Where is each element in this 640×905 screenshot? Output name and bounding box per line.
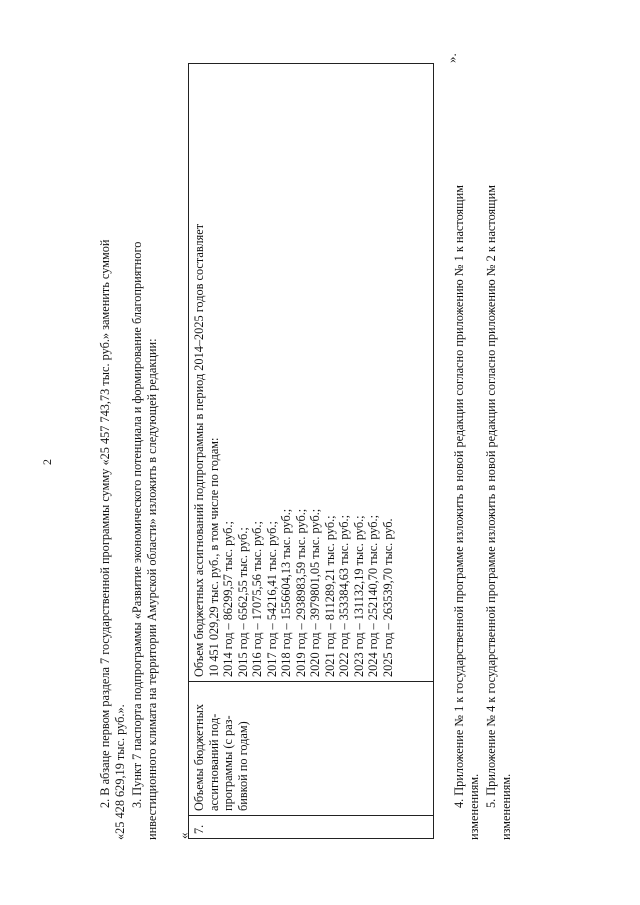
content-line: 2025 год – 263539,70 тыс. руб. <box>380 518 395 677</box>
content-line: 2020 год – 3979801,05 тыс. руб.; <box>308 508 322 677</box>
content-line: 2022 год – 353384,63 тыс. руб.; <box>337 514 351 677</box>
paragraph-3 <box>130 70 160 840</box>
content-line: 2014 год – 86299,57 тыс. руб.; <box>221 521 235 677</box>
paragraph-2-line-1: 2. В абзаце первом раздела 7 государственной программы сумму «25 457 743,73 тыс. руб.» заменить суммой <box>98 239 112 808</box>
content-line: 2023 год – 131132,19 тыс. руб.; <box>351 515 366 677</box>
row-label <box>189 682 434 816</box>
paragraph-4-line-1: 4. Приложение № 1 к государственной программе изложить в новой редакции согласно приложению № 1 к настоящим <box>452 185 466 808</box>
table-row <box>189 64 434 839</box>
content-line: 2024 год – 252140,70 тыс. руб.; <box>366 514 380 677</box>
paragraph-4-line-2: изменениям. <box>467 773 481 840</box>
content-line: Объем бюджетных ассигнований подпрограммы в период 2014–2025 годов составляет <box>192 223 206 677</box>
opening-quote: « <box>176 832 191 839</box>
paragraph-5-line-2: изменениям. <box>499 773 513 840</box>
row-content <box>189 64 434 682</box>
closing-quote: ». <box>444 53 459 63</box>
content-line: 2019 год – 2938983,59 тыс. руб.; <box>293 508 308 677</box>
paragraph-3-line-2: инвестиционного климата на территории Амурской области» изложить в следующей редакции: <box>145 338 159 840</box>
paragraph-5-line-1: 5. Приложение № 4 к государственной программе изложить в новой редакции согласно приложению № 2 к настоящим <box>484 185 498 808</box>
content-line: 2018 год – 1556604,13 тыс. руб.; <box>279 508 293 677</box>
paragraph-2-line-2: «25 428 629,19 тыс. руб.». <box>113 704 127 840</box>
content-line: 10 451 029,29 тыс. руб., в том числе по годам: <box>206 437 221 677</box>
passport-table <box>188 63 434 839</box>
paragraph-5 <box>484 70 514 840</box>
paragraph-4 <box>452 70 482 840</box>
paragraph-3-line-1: 3. Пункт 7 паспорта подпрограммы «Развитие экономического потенциала и формирование благоприятного <box>130 241 144 808</box>
label-line: Объемы бюджетных <box>192 704 206 811</box>
content-line: 2015 год – 6562,55 тыс. руб.; <box>235 527 250 677</box>
content-line: 2016 год – 17075,56 тыс. руб.; <box>250 521 264 677</box>
label-line: ассигнований под- <box>206 713 221 811</box>
content-line: 2021 год – 811289,21 тыс. руб.; <box>322 515 337 677</box>
row-number: 7. <box>189 816 434 839</box>
page-number: 2 <box>40 459 54 465</box>
label-line: бивкой по годам) <box>235 721 250 811</box>
label-line: программы (с раз- <box>221 715 235 811</box>
paragraph-2 <box>98 70 128 840</box>
content-line: 2017 год – 54216,41 тыс. руб.; <box>264 521 279 677</box>
